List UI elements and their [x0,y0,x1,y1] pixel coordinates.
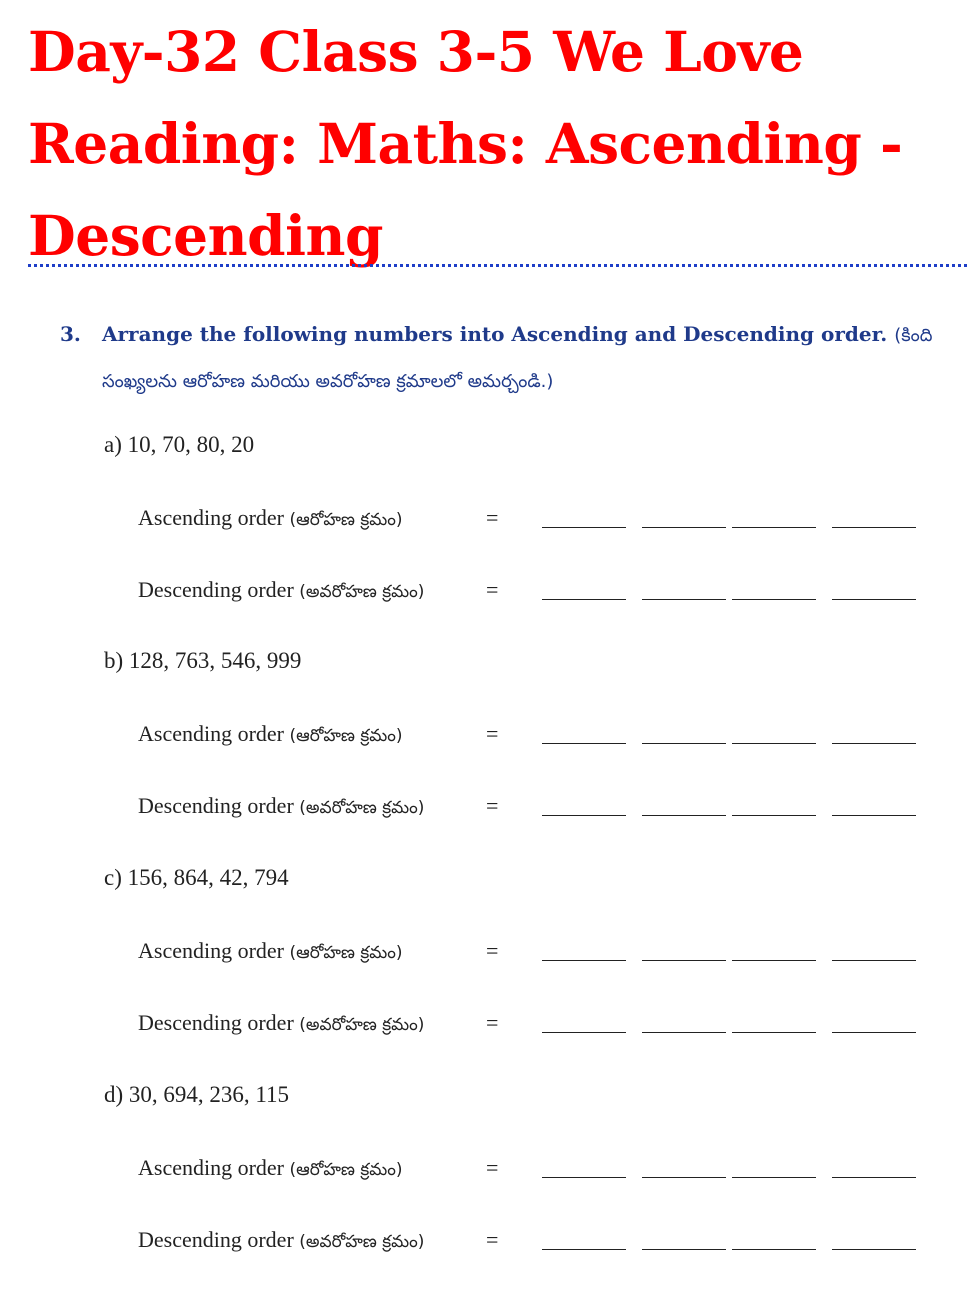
equals-sign: = [486,1010,499,1035]
descending-label: Descending order (అవరోహణ క్రమం) [138,793,425,818]
item-c-numbers: c) 156, 864, 42, 794 [104,865,289,890]
question-text [102,312,950,404]
answer-blank[interactable] [542,1032,626,1033]
answer-blank[interactable] [542,960,626,961]
answer-blank[interactable] [832,527,916,528]
answer-blank[interactable] [542,1177,626,1178]
answer-blank[interactable] [732,743,816,744]
answer-blank[interactable] [832,960,916,961]
answer-blank[interactable] [732,527,816,528]
equals-sign: = [486,1227,499,1252]
answer-blank[interactable] [642,599,726,600]
answer-blank[interactable] [732,960,816,961]
answer-blank[interactable] [732,1032,816,1033]
answer-blank[interactable] [642,815,726,816]
equals-sign: = [486,721,499,746]
item-d-numbers: d) 30, 694, 236, 115 [104,1082,290,1107]
answer-blank[interactable] [732,815,816,816]
answer-blank[interactable] [832,1249,916,1250]
question-number: 3. [60,322,81,346]
item-b-numbers: b) 128, 763, 546, 999 [104,648,302,673]
item-b-ascending-row [138,721,938,751]
question-text-telugu-2: సంఖ్యలను ఆరోహణ మరియు అవరోహణ క్రమాలలో అమర్చండి.) [102,371,554,392]
title-block [28,6,948,282]
item-b-descending-row [138,793,938,823]
descending-label: Descending order (అవరోహణ క్రమం) [138,1010,425,1035]
equals-sign: = [486,793,499,818]
ascending-label: Ascending order (ఆరోహణ క్రమం) [138,938,403,963]
answer-blank[interactable] [642,1249,726,1250]
descending-label: Descending order (అవరోహణ క్రమం) [138,577,425,602]
answer-blank[interactable] [732,599,816,600]
equals-sign: = [486,1155,499,1180]
item-a-ascending-row [138,505,938,535]
answer-blank[interactable] [542,1249,626,1250]
answer-blank[interactable] [732,1249,816,1250]
answer-blank[interactable] [832,599,916,600]
answer-blank[interactable] [642,1177,726,1178]
answer-blank[interactable] [832,743,916,744]
equals-sign: = [486,938,499,963]
question-text-english: Arrange the following numbers into Ascending and Descending order. [102,322,888,346]
answer-blank[interactable] [732,1177,816,1178]
equals-sign: = [486,577,499,602]
answer-blank[interactable] [642,1032,726,1033]
ascending-label: Ascending order (ఆరోహణ క్రమం) [138,505,403,530]
item-a-descending-row [138,577,938,607]
answer-blank[interactable] [542,743,626,744]
question-3 [60,312,950,404]
answer-blank[interactable] [832,815,916,816]
answer-blank[interactable] [542,815,626,816]
ascending-label: Ascending order (ఆరోహణ క్రమం) [138,721,403,746]
answer-blank[interactable] [832,1032,916,1033]
answer-blank[interactable] [542,599,626,600]
equals-sign: = [486,505,499,530]
answer-blank[interactable] [542,527,626,528]
title-divider [28,264,967,267]
item-c-descending-row [138,1010,938,1040]
page-title [28,6,948,282]
answer-blank[interactable] [642,960,726,961]
answer-blank[interactable] [642,743,726,744]
ascending-label: Ascending order (ఆరోహణ క్రమం) [138,1155,403,1180]
answer-blank[interactable] [832,1177,916,1178]
question-text-telugu-1: (కింది [894,325,933,346]
descending-label: Descending order (అవరోహణ క్రమం) [138,1227,425,1252]
page-title-line-2: Reading: Maths: Ascending - [28,111,903,176]
item-d-ascending-row [138,1155,938,1185]
page-title-line-1: Day-32 Class 3-5 We Love [28,19,804,84]
page-title-line-3: Descending [28,203,383,268]
item-c-ascending-row [138,938,938,968]
item-a-numbers: a) 10, 70, 80, 20 [104,432,255,457]
item-d-descending-row [138,1227,938,1257]
answer-blank[interactable] [642,527,726,528]
